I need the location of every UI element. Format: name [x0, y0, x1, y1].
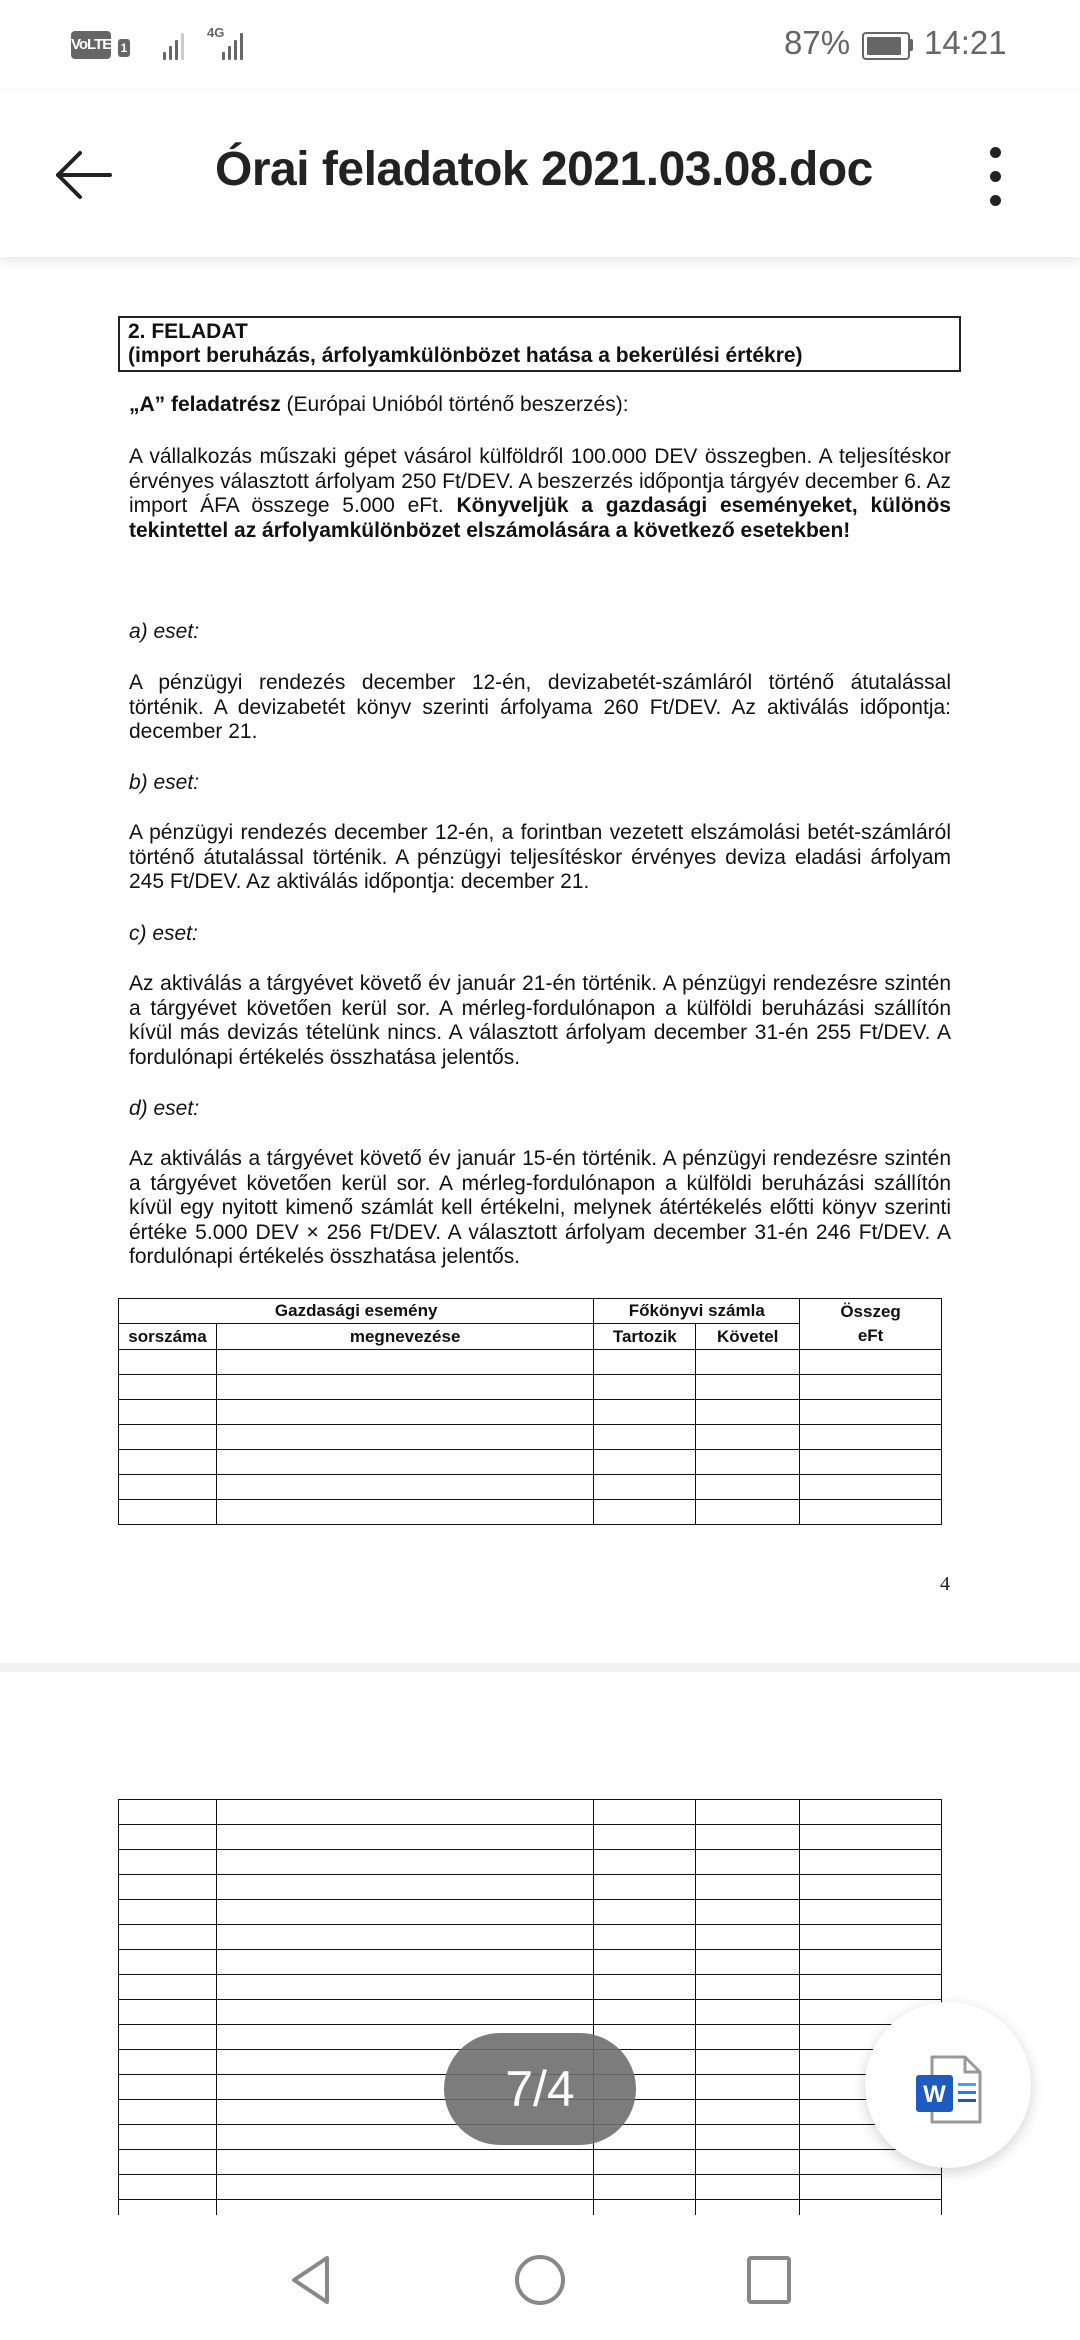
- header-number: sorszáma: [119, 1324, 217, 1350]
- table-cell: [119, 2050, 217, 2075]
- task-heading-subtitle: (import beruházás, árfolyamkülönbözet hatása a bekerülési értékre): [128, 344, 803, 367]
- table-cell: [594, 2175, 696, 2200]
- page-number: 4: [940, 1573, 950, 1595]
- ledger-rows-continued: [119, 1800, 942, 2225]
- table-cell: [696, 1400, 800, 1425]
- battery-tip: [909, 39, 913, 51]
- table-row: [119, 1450, 942, 1475]
- table-cell: [119, 2075, 217, 2100]
- table-cell: [696, 1475, 800, 1500]
- table-cell: [696, 2025, 800, 2050]
- battery-percent: 87%: [784, 24, 851, 61]
- network-type: 4G: [207, 25, 225, 40]
- table-cell: [594, 1425, 696, 1450]
- table-cell: [119, 1350, 217, 1375]
- table-cell: [696, 1900, 800, 1925]
- header-amount-unit: eFt: [857, 1326, 884, 1345]
- case-d-text: Az aktiválás a tárgyévet követő év január 15-én történik. A pénzügyi rendezésre szintén a tárgyévet követően kerül sor. A mérleg-fordulónapon a külföldi beruházási szállítón kívül egy nyitott kimenő számlát kell értékelni, melynek átértékelés előtti könyv szerinti értéke 5.000 DEV × 256 Ft/DEV. A választott árfolyam december 31-én 246 Ft/DEV. A fordulónapi értékelés összhatása jelentős.: [129, 1147, 951, 1268]
- table-cell: [119, 2125, 217, 2150]
- table-cell: [800, 1500, 942, 1525]
- word-document-icon: [865, 2002, 1031, 2168]
- nav-recents-button[interactable]: [740, 2250, 800, 2310]
- table-cell: [216, 1850, 594, 1875]
- table-cell: [216, 1875, 594, 1900]
- part-a-label: „A” feladatrész: [129, 393, 281, 416]
- table-cell: [216, 1450, 593, 1475]
- table-row: [119, 1950, 942, 1975]
- table-cell: [119, 1375, 217, 1400]
- table-cell: [696, 2075, 800, 2100]
- more-vertical-icon: [990, 147, 1001, 158]
- table-row: [119, 2150, 942, 2175]
- table-row: [119, 1925, 942, 1950]
- more-options-button[interactable]: [980, 140, 1010, 220]
- nav-home-button[interactable]: [510, 2250, 570, 2310]
- part-a-heading: [129, 393, 951, 418]
- system-nav-bar: [0, 2215, 1080, 2340]
- table-cell: [216, 2150, 594, 2175]
- table-cell: [594, 1950, 696, 1975]
- table-cell: [216, 1800, 594, 1825]
- ledger-table-continued: [118, 1799, 942, 2225]
- table-cell: [800, 1925, 942, 1950]
- app-bar: [0, 90, 1080, 257]
- page-indicator: 7/4: [444, 2033, 636, 2145]
- case-a-text: A pénzügyi rendezés december 12-én, devizabetét-számláról történő átutalással történik. A devizabetét könyv szerinti árfolyama 260 Ft/DEV. Az aktiválás időpontja: december 21.: [129, 671, 951, 743]
- table-row: [119, 1900, 942, 1925]
- table-cell: [119, 1950, 217, 1975]
- part-a-desc: (Európai Unióból történő beszerzés):: [280, 393, 629, 416]
- table-cell: [594, 1875, 696, 1900]
- table-cell: [594, 2000, 696, 2025]
- table-cell: [696, 1800, 800, 1825]
- nav-home-icon: [510, 2250, 570, 2310]
- table-cell: [594, 1500, 696, 1525]
- table-cell: [696, 1450, 800, 1475]
- table-cell: [594, 1450, 696, 1475]
- table-cell: [594, 2150, 696, 2175]
- table-cell: [216, 2000, 594, 2025]
- table-row: [119, 1800, 942, 1825]
- battery-icon: [862, 32, 910, 60]
- table-cell: [119, 2175, 217, 2200]
- status-bar: [0, 0, 1080, 90]
- table-cell: [594, 1475, 696, 1500]
- table-cell: [119, 1875, 217, 1900]
- table-cell: [800, 1425, 942, 1450]
- page-separator: [0, 1663, 1080, 1672]
- table-cell: [800, 2175, 942, 2200]
- table-cell: [800, 1850, 942, 1875]
- table-cell: [594, 1850, 696, 1875]
- table-cell: [696, 1850, 800, 1875]
- open-in-word-button[interactable]: [865, 2002, 1031, 2168]
- table-row: [119, 1825, 942, 1850]
- header-credit: Követel: [696, 1324, 800, 1350]
- case-b-text: A pénzügyi rendezés december 12-én, a forintban vezetett elszámolási betét-számláról történő átutalással történik. A pénzügyi teljesítéskor érvényes deviza eladási árfolyam 245 Ft/DEV. Az aktiválás időpontja: december 21.: [129, 821, 951, 893]
- table-cell: [119, 1475, 217, 1500]
- table-cell: [119, 1975, 217, 2000]
- table-cell: [800, 1350, 942, 1375]
- table-cell: [594, 1925, 696, 1950]
- table-cell: [119, 2150, 217, 2175]
- table-cell: [119, 1400, 217, 1425]
- table-cell: [594, 1900, 696, 1925]
- table-cell: [594, 1375, 696, 1400]
- table-cell: [119, 1800, 217, 1825]
- table-cell: [119, 2000, 217, 2025]
- table-cell: [119, 1900, 217, 1925]
- task-heading-title: 2. FELADAT: [128, 320, 248, 343]
- table-cell: [216, 1825, 594, 1850]
- table-cell: [696, 1425, 800, 1450]
- table-cell: [216, 1900, 594, 1925]
- table-cell: [119, 2100, 217, 2125]
- table-row: [119, 1350, 942, 1375]
- arrow-left-icon: [50, 135, 120, 215]
- table-cell: [119, 1425, 217, 1450]
- table-row: [119, 1400, 942, 1425]
- ledger-table: [118, 1298, 942, 1525]
- table-cell: [594, 1975, 696, 2000]
- case-c-text: Az aktiválás a tárgyévet követő év január 21-én történik. A pénzügyi rendezésre szintén a tárgyévet követően kerül sor. A mérleg-fordulónapon a külföldi beruházási szállítón kívül más devizás tételünk nincs. A választott árfolyam december 31-én 255 Ft/DEV. A fordulónapi értékelés összhatása jelentős.: [129, 972, 951, 1069]
- nav-recents-icon: [740, 2250, 800, 2310]
- table-cell: [119, 1850, 217, 1875]
- table-cell: [800, 1825, 942, 1850]
- table-row: [119, 2000, 942, 2025]
- table-row: [119, 1425, 942, 1450]
- table-cell: [696, 2175, 800, 2200]
- case-d-label: d) eset:: [129, 1097, 200, 1120]
- table-cell: [800, 1475, 942, 1500]
- table-cell: [119, 1925, 217, 1950]
- table-row: [119, 1875, 942, 1900]
- table-cell: [216, 1475, 593, 1500]
- table-cell: [800, 1800, 942, 1825]
- nav-back-icon: [280, 2250, 340, 2310]
- document-page-4[interactable]: [0, 257, 1080, 1663]
- table-cell: [696, 2150, 800, 2175]
- task-heading-box: [118, 316, 961, 372]
- table-cell: [696, 1875, 800, 1900]
- table-cell: [800, 1875, 942, 1900]
- svg-text:W: W: [923, 2081, 946, 2108]
- header-debit: Tartozik: [594, 1324, 696, 1350]
- table-cell: [696, 1925, 800, 1950]
- clock: 14:21: [924, 24, 1007, 61]
- table-row: [119, 1475, 942, 1500]
- signal-sim2-icon: [222, 30, 243, 60]
- table-cell: [216, 1425, 593, 1450]
- document-title: Órai feladatok 2021.03.08.doc: [215, 143, 873, 196]
- table-cell: [216, 1500, 593, 1525]
- table-cell: [800, 1450, 942, 1475]
- table-cell: [119, 2025, 217, 2050]
- header-amount-label: Összeg: [840, 1302, 901, 1321]
- table-row: [119, 1375, 942, 1400]
- intro-text: A vállalkozás műszaki gépet vásárol külföldről 100.000 DEV összegben. A teljesítéskor érvényes választott árfolyam 250 Ft/DEV. A beszerzés időpontja tárgyév december 6. Az import ÁFA összege 5.000 eFt.: [129, 445, 951, 517]
- table-cell: [119, 1450, 217, 1475]
- table-row: [119, 1500, 942, 1525]
- table-row: [119, 2175, 942, 2200]
- volte-badge: VoLTE: [71, 31, 111, 59]
- table-row: [119, 1975, 942, 2000]
- table-cell: [696, 1975, 800, 2000]
- table-cell: [696, 1950, 800, 1975]
- intro-instruction: Könyveljük a gazdasági eseményeket, különös tekintettel az árfolyamkülönbözet elszámolására a következő esetekben!: [129, 494, 951, 542]
- table-cell: [696, 2125, 800, 2150]
- table-cell: [216, 1975, 594, 2000]
- table-cell: [696, 2050, 800, 2075]
- header-ledger-account: Főkönyvi számla: [594, 1299, 800, 1324]
- nav-back-button[interactable]: [280, 2250, 340, 2310]
- case-b-label: b) eset:: [129, 771, 200, 794]
- table-cell: [594, 1825, 696, 1850]
- dot: [990, 195, 1001, 206]
- table-cell: [800, 1375, 942, 1400]
- table-cell: [594, 1800, 696, 1825]
- intro-paragraph: [129, 445, 951, 543]
- signal-sim1-icon: [163, 30, 184, 60]
- case-a-label: a) eset:: [129, 620, 200, 643]
- table-cell: [696, 1350, 800, 1375]
- table-cell: [696, 2000, 800, 2025]
- back-button[interactable]: [50, 135, 120, 215]
- table-cell: [800, 1975, 942, 2000]
- table-cell: [800, 1950, 942, 1975]
- table-cell: [216, 1950, 594, 1975]
- table-cell: [696, 1825, 800, 1850]
- table-cell: [119, 1500, 217, 1525]
- table-cell: [696, 2100, 800, 2125]
- table-cell: [594, 1350, 696, 1375]
- case-c-label: c) eset:: [129, 922, 198, 945]
- header-amount: [800, 1299, 942, 1350]
- table-cell: [696, 1375, 800, 1400]
- dot: [990, 171, 1001, 182]
- table-cell: [594, 1400, 696, 1425]
- table-cell: [216, 1350, 593, 1375]
- table-cell: [800, 1900, 942, 1925]
- header-economic-event: Gazdasági esemény: [119, 1299, 594, 1324]
- table-cell: [216, 2175, 594, 2200]
- table-cell: [216, 1400, 593, 1425]
- table-cell: [800, 1400, 942, 1425]
- table-cell: [696, 1500, 800, 1525]
- table-cell: [216, 1375, 593, 1400]
- sim-indicator: 1: [118, 39, 130, 57]
- table-cell: [119, 1825, 217, 1850]
- header-name: megnevezése: [216, 1324, 593, 1350]
- ledger-rows: [119, 1350, 942, 1525]
- table-cell: [216, 1925, 594, 1950]
- table-row: [119, 1850, 942, 1875]
